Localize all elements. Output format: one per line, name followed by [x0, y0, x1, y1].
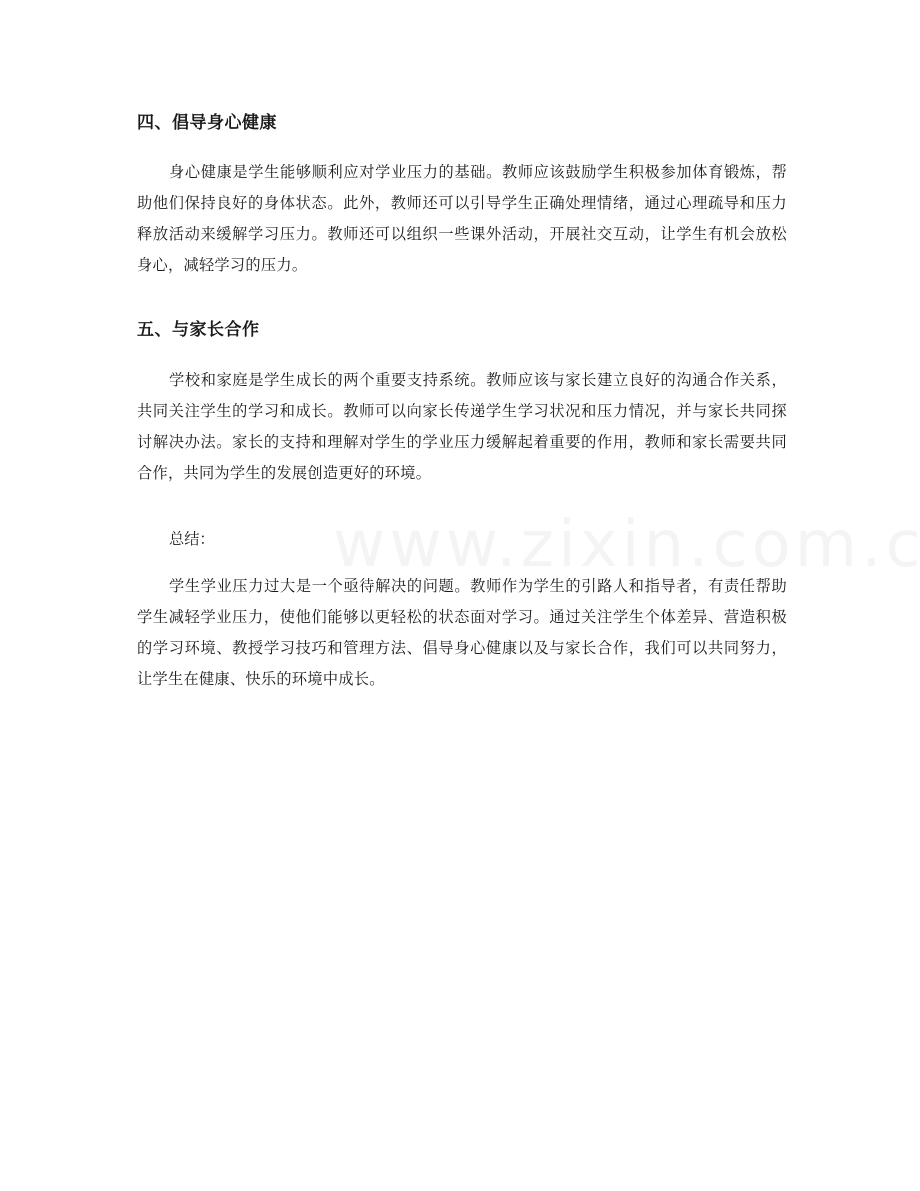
- section-heading-parents: 五、与家长合作: [137, 320, 260, 340]
- section-body-health: 身心健康是学生能够顺利应对学业压力的基础。教师应该鼓励学生积极参加体育锻炼，帮助他们保持良好的身体状态。此外，教师还可以引导学生正确处理情绪，通过心理疏导和压力释放活动来缓解学习压力。教师还可以组织一些课外活动，开展社交互动，让学生有机会放松身心，减轻学习的压力。: [137, 163, 787, 274]
- section-heading-health: 四、倡导身心健康: [137, 113, 277, 133]
- section-body-parents: 学校和家庭是学生成长的两个重要支持系统。教师应该与家长建立良好的沟通合作关系，共同关注学生的学习和成长。教师可以向家长传递学生学习状况和压力情况，并与家长共同探讨解决办法。家长的支持和理解对学生的学业压力缓解起着重要的作用，教师和家长需要共同合作，共同为学生的发展创造更好的环境。: [137, 371, 787, 482]
- watermark: [333, 513, 920, 577]
- summary-label: 总结：: [169, 530, 215, 548]
- summary-body: 学生学业压力过大是一个亟待解决的问题。教师作为学生的引路人和指导者，有责任帮助学生减轻学业压力，使他们能够以更轻松的状态面对学习。通过关注学生个体差异、营造积极的学习环境、教授学习技巧和管理方法、倡导身心健康以及与家长合作，我们可以共同努力，让学生在健康、快乐的环境中成长。: [137, 577, 787, 688]
